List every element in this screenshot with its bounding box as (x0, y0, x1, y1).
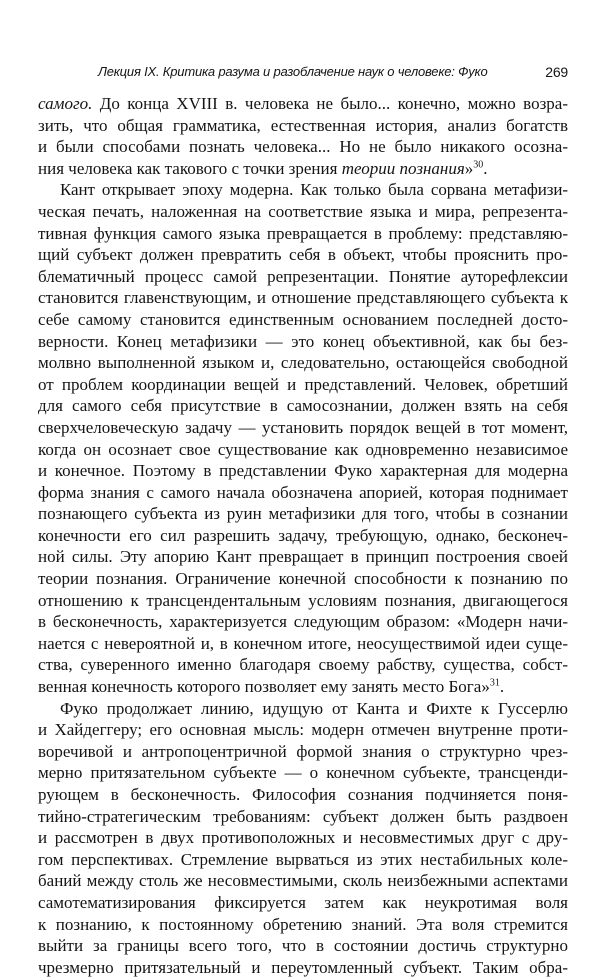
italic-word: самого. (38, 94, 93, 113)
text-span: . (499, 677, 505, 697)
footnote-ref-30: 30 (473, 159, 484, 171)
text-line (38, 676, 568, 698)
text-line: зить, что общая грамматика, естественная история, анализ богатств (38, 115, 568, 135)
running-title: Лекция IX. Критика разума и разоблачение наук о человеке: Фуко (98, 64, 488, 79)
text-line: Фуко продолжает линию, идущую от Канта и Фихте к Гуссерлю (60, 698, 568, 718)
text-line: выйти за границы всего того, что в состоянии достичь структурно (38, 936, 568, 956)
text-line: и Хайдеггеру; его основная мысль: модерн отмечен внутренне проти- (38, 720, 568, 740)
text-line: верности. Конец метафизики — это конец объективной, как бы без- (38, 331, 568, 351)
italic-term: теории познания (341, 158, 465, 178)
text-span: До конца XVIII в. человека не было... конечно, можно возра- (92, 94, 568, 113)
text-line: для самого себя присутствие в самосознании, должен взять на себя (38, 396, 568, 416)
text-span: . (483, 158, 488, 178)
text-line: себе самому становится единственным основанием последней досто- (38, 309, 568, 329)
text-line: Кант открывает эпоху модерна. Как только была сорвана метафизи- (60, 180, 568, 200)
text-line: отношению к трансцендентальным условиям познания, двигающегося (38, 590, 568, 610)
text-line: и конечное. Поэтому в представлении Фуко характерная для модерна (38, 461, 568, 481)
text-line: чрезмерно притязательный и переутомленный субъект. Таким обра- (38, 957, 568, 977)
text-line (38, 158, 568, 180)
text-line: молвно выполненной языком и, следовательно, остающейся свободной (38, 353, 568, 373)
paragraph-1 (38, 93, 568, 179)
text-line: теории познания. Ограничение конечной способности к познанию по (38, 569, 568, 589)
text-line: становится главенствующим, и отношение представляющего субъекта к (38, 288, 568, 308)
footnote-ref-31: 31 (489, 677, 500, 689)
text-line: воречивой и антропоцентричной формой знания о структурно чрез- (38, 741, 568, 761)
text-line: от проблем координации вещей и представлений. Человек, обретший (38, 374, 568, 394)
text-line: ческая печать, наложенная на соответствие языка и мира, репрезента- (38, 201, 568, 221)
text-line: тийно-стратегическим требованиям: субъект должен быть раздвоен (38, 806, 568, 826)
text-line: конечности его сил разрешить задачу, требующую, однако, бесконеч- (38, 525, 568, 545)
text-line: познающего субъекта из руин метафизики для того, чтобы в сознании (38, 504, 568, 524)
text-line: ной силы. Эту апорию Кант превращает в принцип построения своей (38, 547, 568, 567)
text-line: когда он осознает свое существование как одновременно независимое (38, 439, 568, 459)
text-line: нается с невероятной и, в конечном итоге, неосуществимой идеи суще- (38, 633, 568, 653)
text-line: щий субъект должен превратить себя в объект, чтобы прояснить про- (38, 245, 568, 265)
paragraph-2 (38, 179, 568, 697)
page-number: 269 (545, 64, 568, 80)
text-line: в бесконечность, характеризуется следующим образом: «Модерн начи- (38, 612, 568, 632)
text-line: гом перспективах. Стремление вырваться из этих нестабильных коле- (38, 849, 568, 869)
paragraph-3 (38, 698, 568, 978)
text-line: сверхчеловеческую задачу — установить порядок вещей в тот момент, (38, 417, 568, 437)
text-line: баний между столь же несовместимыми, сколь неизбежными аспектами (38, 871, 568, 891)
text-span: венная конечность которого позволяет ему занять место Бога» (38, 677, 490, 697)
text-span: » (464, 158, 474, 178)
body-text (38, 93, 568, 978)
text-line: блематичный процесс самой репрезентации. Понятие ауторефлексии (38, 266, 568, 286)
running-header (38, 64, 568, 84)
text-line: ства, суверенного именно благодаря своему рабству, существа, собст- (38, 655, 568, 675)
text-span: ния человека как такового с точки зрения (38, 158, 342, 178)
text-line: и были способами познать человека... Но не было никакого осозна- (38, 137, 568, 157)
text-line: самотематизирования фиксируется затем как неукротимая воля (38, 892, 568, 912)
text-line: тивная функция самого языка превращается в проблему: представляю- (38, 223, 568, 243)
text-line: мерно притязательном субъекте — о конечном субъекте, трансценди- (38, 763, 568, 783)
text-line: рующем в бесконечность. Философия сознания подчиняется поня- (38, 785, 568, 804)
text-line: к познанию, к постоянному обретению знаний. Эта воля стремится (38, 914, 568, 934)
text-line (38, 93, 568, 115)
text-line: форма знания с самого начала обозначена апорией, которая поднимает (38, 482, 568, 502)
text-line: и рассмотрен в двух противоположных и несовместимых друг с дру- (38, 828, 568, 848)
